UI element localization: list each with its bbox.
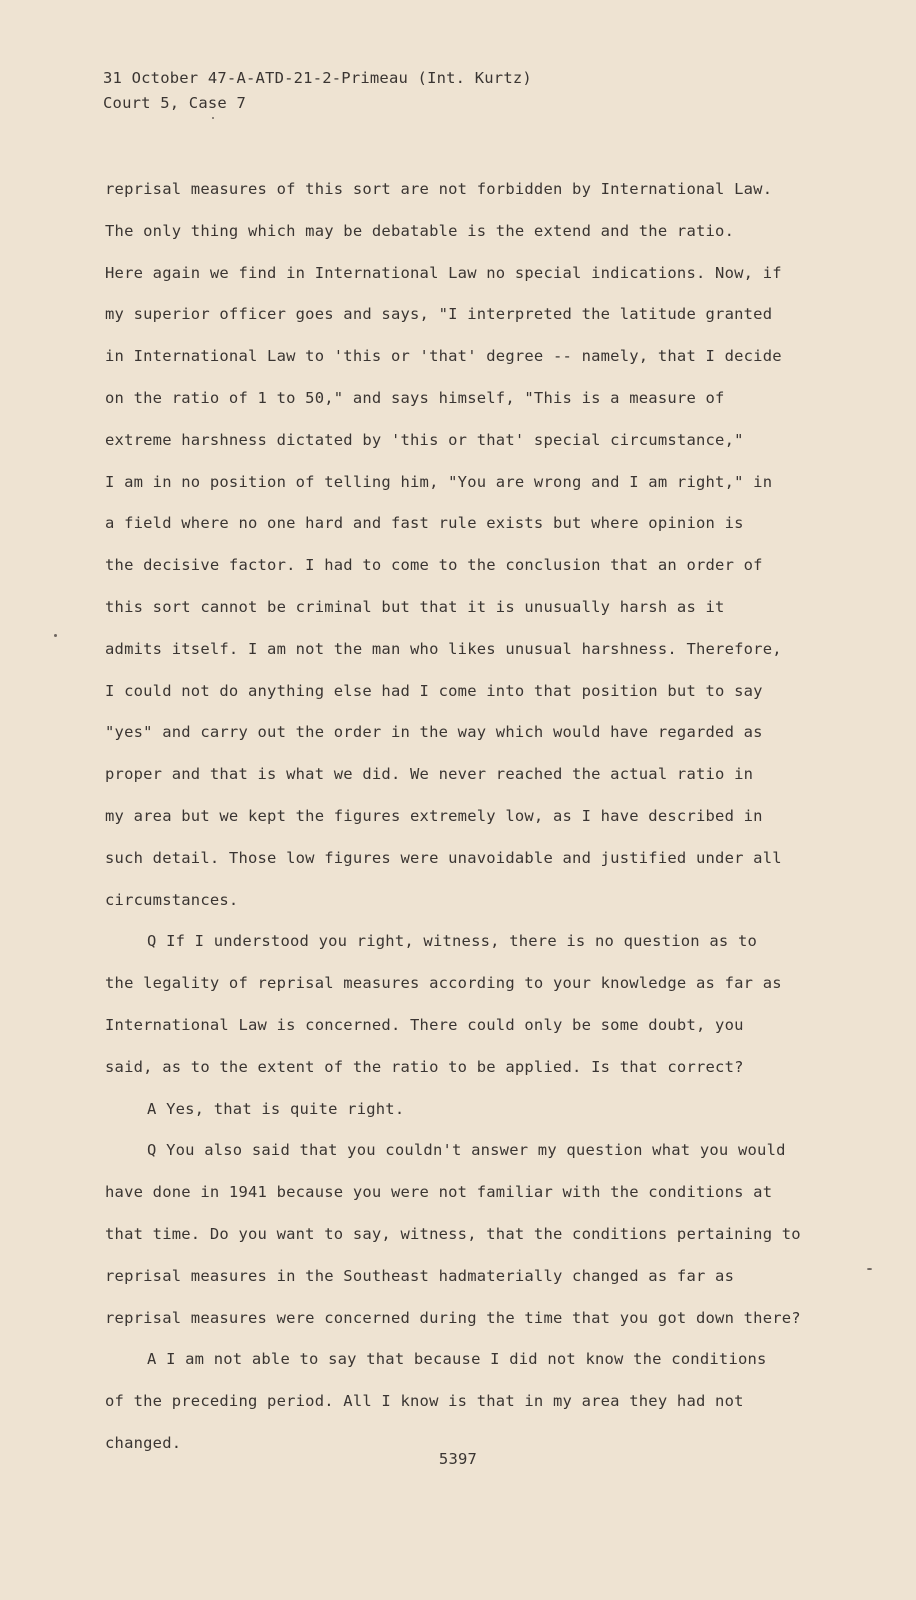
page-number: 5397 (438, 1450, 478, 1468)
answer-line: A Yes, that is quite right. (147, 1099, 405, 1118)
transcript-line: Here again we find in International Law no special indications. Now, if (105, 263, 782, 282)
transcript-line: that time. Do you want to say, witness, that the conditions pertaining to (105, 1224, 801, 1243)
transcript-line: the decisive factor. I had to come to the conclusion that an order of (105, 556, 763, 575)
transcript-line: said, as to the extent of the ratio to be applied. Is that correct? (105, 1057, 744, 1076)
paper-speck (867, 1268, 872, 1270)
header-line-date-reference: 31 October 47-A-ATD-21-2-Primeau (Int. Kurtz) (103, 69, 532, 87)
transcript-line: "yes" and carry out the order in the way which would have regarded as (105, 723, 763, 742)
transcript-line: extreme harshness dictated by 'this or that' special circumstance," (105, 430, 744, 449)
question-line: Q If I understood you right, witness, there is no question as to (147, 932, 758, 951)
answer-line: A I am not able to say that because I did not know the conditions (147, 1350, 767, 1369)
transcript-line: of the preceding period. All I know is that in my area they had not (105, 1392, 744, 1411)
transcript-line: circumstances. (105, 890, 239, 909)
transcript-line: the legality of reprisal measures according to your knowledge as far as (105, 974, 782, 993)
transcript-line: a field where no one hard and fast rule exists but where opinion is (105, 514, 744, 533)
paper-speck (212, 117, 214, 119)
transcript-line: reprisal measures of this sort are not forbidden by International Law. (105, 180, 773, 198)
transcript-line: my superior officer goes and says, "I interpreted the latitude granted (105, 305, 773, 324)
transcript-line: this sort cannot be criminal but that it is unusually harsh as it (105, 597, 725, 616)
document-header (103, 66, 532, 116)
transcript-line: International Law is concerned. There could only be some doubt, you (105, 1015, 744, 1034)
transcript-body (105, 169, 875, 1465)
question-line: Q You also said that you couldn't answer my question what you would (147, 1141, 786, 1160)
header-line-court-case: Court 5, Case 7 (103, 94, 246, 112)
transcript-line: changed. (105, 1433, 182, 1452)
paper-speck (54, 634, 57, 637)
transcript-line: in International Law to 'this or 'that' degree -- namely, that I decide (105, 347, 782, 366)
transcript-line: reprisal measures in the Southeast hadmaterially changed as far as (105, 1266, 735, 1285)
transcript-line: I could not do anything else had I come into that position but to say (105, 681, 763, 700)
transcript-line: I am in no position of telling him, "You are wrong and I am right," in (105, 472, 773, 491)
transcript-line: proper and that is what we did. We never reached the actual ratio in (105, 765, 754, 784)
transcript-line: The only thing which may be debatable is the extend and the ratio. (105, 221, 735, 240)
transcript-line: such detail. Those low figures were unavoidable and justified under all (105, 848, 782, 867)
transcript-line: admits itself. I am not the man who likes unusual harshness. Therefore, (105, 639, 782, 658)
transcript-line: my area but we kept the figures extremely low, as I have described in (105, 806, 763, 825)
transcript-line: have done in 1941 because you were not familiar with the conditions at (105, 1183, 773, 1202)
transcript-line: on the ratio of 1 to 50," and says himself, "This is a measure of (105, 388, 725, 407)
transcript-line: reprisal measures were concerned during the time that you got down there? (105, 1308, 801, 1327)
